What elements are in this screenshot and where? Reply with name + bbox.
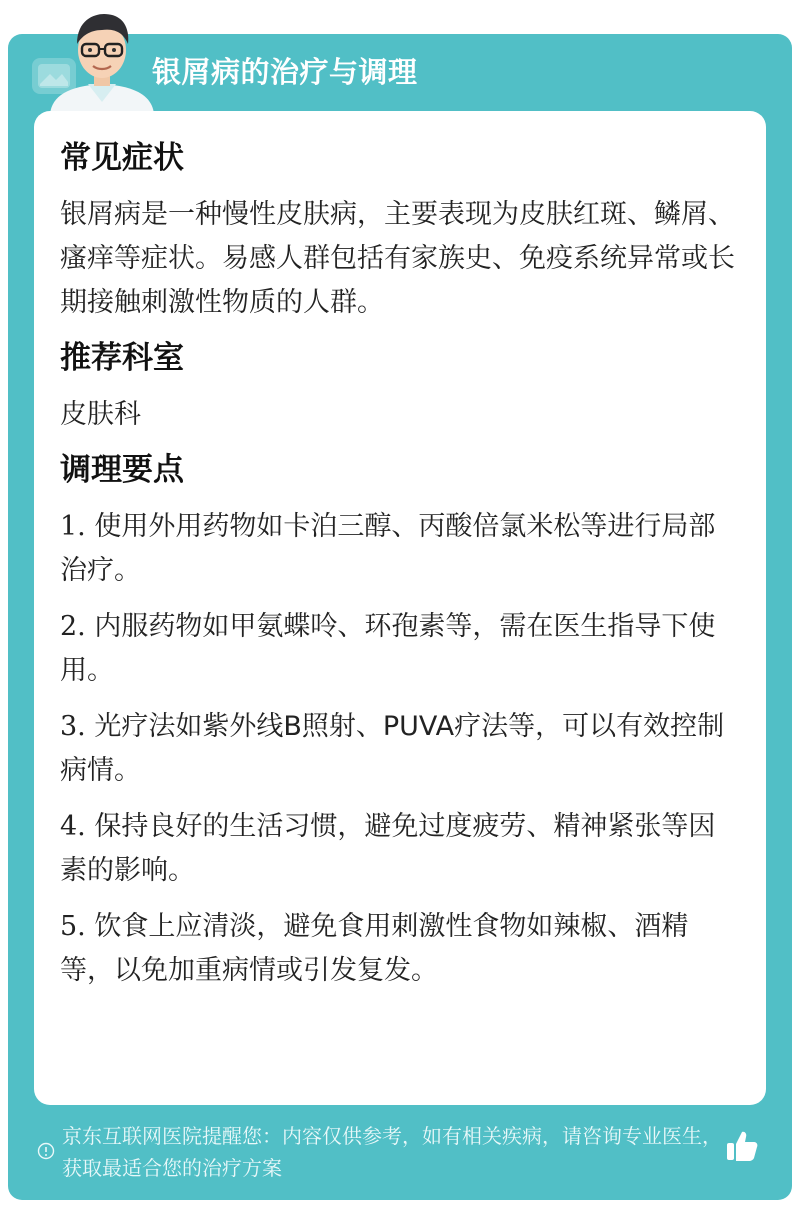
care-item-number: 1. <box>60 511 86 542</box>
care-item-text: 使用外用药物如卡泊三醇、丙酸倍氯米松等进行局部治疗。 <box>60 511 716 586</box>
section-title-department: 推荐科室 <box>60 340 184 376</box>
doctor-avatar <box>44 6 160 114</box>
department-text: 皮肤科 <box>60 399 141 430</box>
thumbs-up-icon[interactable] <box>724 1128 760 1164</box>
card-content <box>60 133 740 1005</box>
care-item <box>60 505 740 593</box>
care-item-text: 光疗法如紫外线B照射、PUVA疗法等，可以有效控制病情。 <box>60 711 725 786</box>
care-item <box>60 705 740 793</box>
section-title-symptoms: 常见症状 <box>60 140 184 176</box>
care-item-text: 饮食上应清淡，避免食用刺激性食物如辣椒、酒精等，以免加重病情或引发复发。 <box>60 911 689 986</box>
care-item-number: 5. <box>60 911 86 942</box>
symptoms-text: 银屑病是一种慢性皮肤病，主要表现为皮肤红斑、鳞屑、瘙痒等症状。易感人群包括有家族史、免疫系统异常或长期接触刺激性物质的人群。 <box>60 199 735 318</box>
care-item <box>60 905 740 993</box>
footer-disclaimer: 京东互联网医院提醒您：内容仅供参考，如有相关疾病，请咨询专业医生，获取最适合您的治疗方案 <box>62 1124 722 1180</box>
care-item-text: 内服药物如甲氨蝶呤、环孢素等，需在医生指导下使用。 <box>60 611 716 686</box>
care-item <box>60 805 740 893</box>
page-title: 银屑病的治疗与调理 <box>152 55 418 89</box>
care-item <box>60 605 740 693</box>
section-title-care: 调理要点 <box>60 452 184 488</box>
content-card <box>34 111 766 1105</box>
info-icon <box>37 1142 55 1160</box>
care-item-text: 保持良好的生活习惯，避免过度疲劳、精神紧张等因素的影响。 <box>60 811 716 886</box>
care-item-number: 4. <box>60 811 86 842</box>
care-list <box>60 505 740 993</box>
care-item-number: 3. <box>60 711 86 742</box>
care-item-number: 2. <box>60 611 86 642</box>
